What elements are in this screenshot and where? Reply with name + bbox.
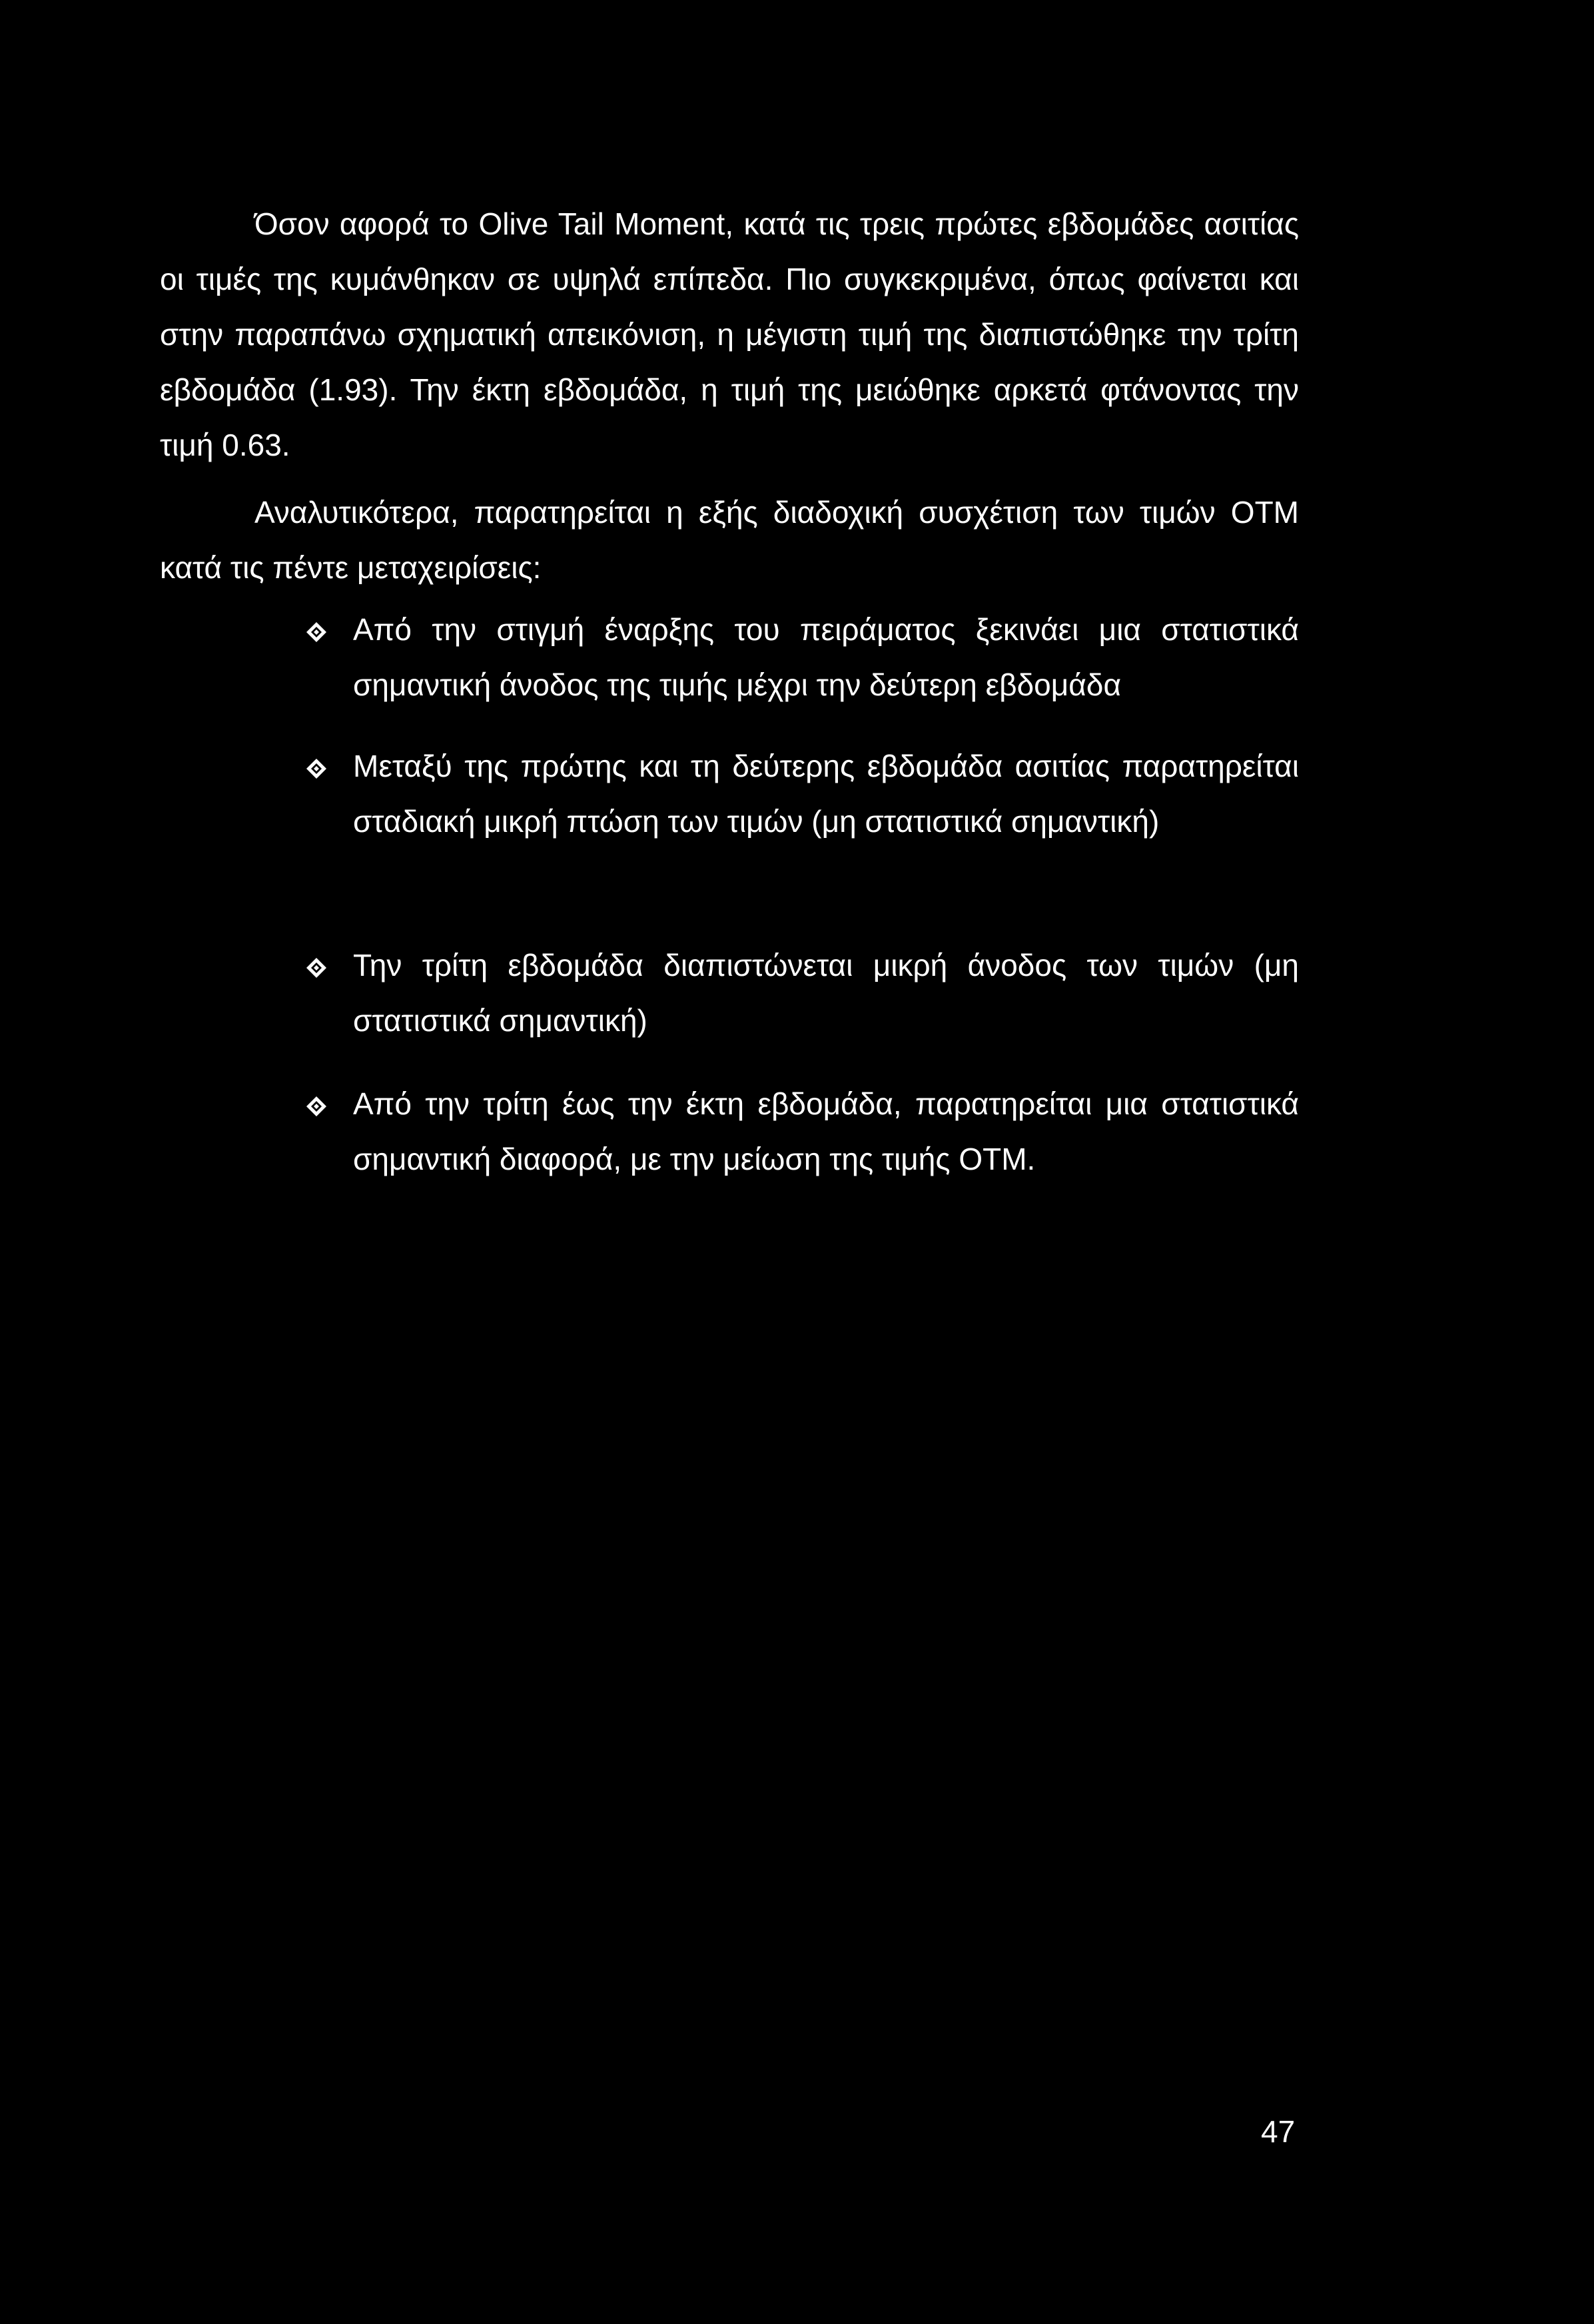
bullet-text: Την τρίτη εβδομάδα διαπιστώνεται μικρή άνοδος των τιμών (μη στατιστικά σημαντική): [353, 948, 1299, 1038]
list-item: [353, 739, 1299, 849]
diamond-bullet-icon: [305, 621, 328, 643]
list-item: [353, 602, 1299, 713]
list-item: [353, 938, 1299, 1048]
bullet-text: Από την στιγμή έναρξης του πειράματος ξεκινάει μια στατιστικά σημαντική άνοδος της τιμής μέχρι την δεύτερη εβδομάδα: [353, 612, 1299, 702]
paragraph-analysis-intro: Αναλυτικότερα, παρατηρείται η εξής διαδοχική συσχέτιση των τιμών OTM κατά τις πέντε μεταχειρίσεις:: [160, 495, 1299, 585]
diamond-bullet-icon: [305, 757, 328, 780]
page-number: 47: [1261, 2114, 1296, 2149]
bullet-text: Μεταξύ της πρώτης και τη δεύτερης εβδομάδα ασιτίας παρατηρείται σταδιακή μικρή πτώση των τιμών (μη στατιστικά σημαντική): [353, 749, 1299, 839]
paragraph-olive-tail-moment: Όσον αφορά το Olive Tail Moment, κατά τις τρεις πρώτες εβδομάδες ασιτίας οι τιμές της κυμάνθηκαν σε υψηλά επίπεδα. Πιο συγκεκριμένα, όπως φαίνεται και στην παραπάνω σχηματική απεικόνιση, η μέγιστη τιμή της διαπιστώθηκε την τρίτη εβδομάδα (1.93). Την έκτη εβδομάδα, η τιμή της μειώθηκε αρκετά φτάνοντας την τιμή 0.63.: [160, 206, 1299, 462]
diamond-bullet-icon: [305, 957, 328, 979]
list-item: [353, 1076, 1299, 1187]
diamond-bullet-icon: [305, 1095, 328, 1118]
bullet-text: Από την τρίτη έως την έκτη εβδομάδα, παρατηρείται μια στατιστικά σημαντική διαφορά, με την μείωση της τιμής OTM.: [353, 1086, 1299, 1176]
